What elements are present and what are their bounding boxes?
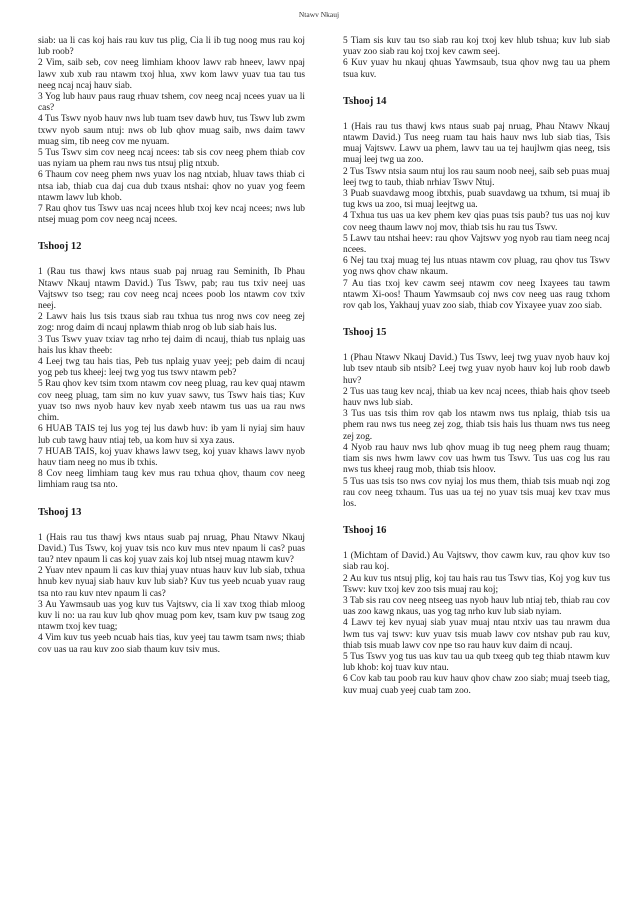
verse-paragraph: 2 Vim, saib seb, cov neeg limhiam khoov lawv rab hneev, lawv npaj lawv xub xub rau ntawm txoj hlua, xwv kom lawv yuav tua tau tus neeg ncaj ncaj hauv siab. bbox=[38, 58, 305, 91]
verse-paragraph: 4 Txhua tus uas ua kev phem kev qias puas tsis paub? tus uas noj kuv cov neeg thaum lawv noj mov, thiab tsis hu rau tus Tswv. bbox=[343, 211, 610, 233]
verse-paragraph: 6 Thaum cov neeg phem nws yuav los nag ntxiab, hluav taws thiab ci ntsa iab, thiab cua daj cua dub txaus ntshai: qhov no yuav yog feem ntawm lawv lub khob. bbox=[38, 170, 305, 203]
verse-paragraph: 1 (Hais rau tus thawj kws ntaus suab paj nruag, Phau Ntawv Nkauj ntawm David.) Tus neeg ruam tau hais hauv nws lub siab tias, Tsis muaj Vajtswv. Lawv ua phem, lawv tau ua tej haujlwm qias neeg, tsis muaj leej twg ua zoo. bbox=[343, 121, 610, 166]
verse-paragraph: 2 Tus uas taug kev ncaj, thiab ua kev ncaj ncees, thiab hais qhov tseeb hauv nws lub siab. bbox=[343, 386, 610, 409]
verse-paragraph: 1 (Michtam of David.) Au Vajtswv, thov cawm kuv, rau qhov kuv tso siab rau koj. bbox=[343, 551, 610, 573]
verse-paragraph: 3 Puab suavdawg moog ibtxhis, puab suavdawg ua txhum, tsi muaj ib tug kws ua zoo, tsi muaj leejtwg ua. bbox=[343, 189, 610, 211]
verse-paragraph: 5 Tiam sis kuv tau tso siab rau koj txoj kev hlub tshua; kuv lub siab yuav zoo siab rau koj txoj kev cawm seej. bbox=[343, 36, 610, 58]
verse-paragraph: 3 Au Yawmsaub uas yog kuv tus Vajtswv, cia li xav txog thiab mloog kuv li no: ua rau kuv lub qhov muag pom kev, tsam kuv pw tsaug zog ntawm txoj kev tuag; bbox=[38, 599, 305, 633]
verse-paragraph: 5 Tus Tswv yog tus uas kuv tau ua qub txeeg qub teg thiab ntawm kuv lub khob: koj tuav kuv ntau. bbox=[343, 651, 610, 674]
chapter-heading: Tshooj 13 bbox=[38, 506, 82, 518]
verse-paragraph: 3 Tab sis rau cov neeg ntseeg uas nyob hauv lub ntiaj teb, thiab rau cov uas zoo kawg nkaus, uas yog tag nrho kuv lub siab nyiam. bbox=[343, 595, 610, 618]
verse-paragraph: 4 Tus Tswv nyob hauv nws lub tuam tsev dawb huv, tus Tswv lub zwm txwv nyob saum ntuj: nws ob lub qhov muag saib, nws daim tawv muag sim, tib neeg cov me nyuam. bbox=[38, 114, 305, 147]
two-column-body bbox=[38, 36, 610, 697]
verse-paragraph: 6 Cov kab tau poob rau kuv hauv qhov chaw zoo siab; muaj tseeb tiag, kuv muaj cuab yeej cuab tam zoo. bbox=[343, 674, 610, 696]
verse-paragraph: 8 Cov neeg limhiam taug kev mus rau txhua qhov, thaum cov neeg limhiam raug tsa nto. bbox=[38, 469, 305, 491]
verse-paragraph: 5 Rau qhov kev tsim txom ntawm cov neeg pluag, rau kev quaj ntawm cov neeg pluag, tam sim no kuv yuav sawv, tus Tswv hais tias; Kuv yuav tso nws nyob hauv kev nyab xeeb ntawm tus uas ua rau nws chim. bbox=[38, 379, 305, 424]
verse-paragraph: 6 Kuv yuav hu nkauj qhuas Yawmsaub, tsua qhov nwg tau ua phem tsua kuv. bbox=[343, 58, 610, 80]
verse-paragraph: 7 Rau qhov tus Tswv uas ncaj ncees hlub txoj kev ncaj ncees; nws lub ntsej muag pom cov neeg ncaj ncees. bbox=[38, 204, 305, 226]
verse-paragraph: 1 (Rau tus thawj kws ntaus suab paj nruag rau Seminith, Ib Phau Ntawv Nkauj ntawm David.) Tus Tswv, pab; rau tus txiv neej uas Vajtswv tso tseg; rau cov neeg ncaj ncees poob los ntawm cov txiv neej. bbox=[38, 267, 305, 312]
verse-paragraph: 1 (Hais rau tus thawj kws ntaus suab paj nruag, Phau Ntawv Nkauj David.) Tus Tswv, koj yuav tsis nco kuv mus ntev npaum li cas? puas tau? ntev npaum li cas koj yuav zais koj lub ntsej muag ntawm kuv? bbox=[38, 532, 305, 565]
verse-paragraph: 7 Au tias txoj kev cawm seej ntawm cov neeg Ixayees tau tawm ntawm Xi-oos! Thaum Yawmsaub coj nws cov neeg uas raug txhom rov qab los, Yakhauj yuav zoo siab, thiab cov Yixayee yuav zoo siab. bbox=[343, 278, 610, 312]
verse-paragraph: 6 HUAB TAIS tej lus yog tej lus dawb huv: ib yam li nyiaj sim hauv lub cub tawg hauv ntiaj teb, ua kom huv si xya zaus. bbox=[38, 424, 305, 446]
verse-paragraph: 4 Nyob rau hauv nws lub qhov muag ib tug neeg phem raug thuam; tiam sis nws hwm lawv cov uas hwm tus Tswv. Tus uas cog lus rau nws tus kheej raug mob, thiab tsis hloov. bbox=[343, 442, 610, 476]
left-column bbox=[38, 36, 305, 697]
chapter-heading: Tshooj 15 bbox=[343, 327, 387, 339]
verse-paragraph: 6 Nej tau txaj muag tej lus ntuas ntawm cov pluag, rau qhov tus Tswv yog nws qhov chaw nkaum. bbox=[343, 256, 610, 278]
right-column bbox=[343, 36, 610, 697]
verse-paragraph: 5 Lawv tau ntshai heev: rau qhov Vajtswv yog nyob rau tiam neeg ncaj ncees. bbox=[343, 233, 610, 256]
verse-paragraph: 2 Tus Tswv ntsia saum ntuj los rau saum noob neej, saib seb puas muaj leej twg to taub, thiab nrhiav Tswv Ntuj. bbox=[343, 166, 610, 188]
verse-paragraph: 7 HUAB TAIS, koj yuav khaws lawv tseg, koj yuav khaws lawv nyob hauv tiam neeg no mus ib txhis. bbox=[38, 446, 305, 468]
verse-paragraph: 3 Tus Tswv yuav txiav tag nrho tej daim di ncauj, thiab tus nplaig uas hais lus khav theeb: bbox=[38, 334, 305, 356]
verse-paragraph: 5 Tus Tswv sim cov neeg ncaj ncees: tab sis cov neeg phem thiab cov uas nyiam ua phem rau nws tus ntsuj plig ntxub. bbox=[38, 148, 305, 170]
verse-paragraph: siab: ua li cas koj hais rau kuv tus plig, Cia li ib tug noog mus rau koj lub roob? bbox=[38, 36, 305, 58]
verse-paragraph: 5 Tus uas tsis tso nws cov nyiaj los mus them, thiab tsis muab nqi zog rau cov neeg txhaum. Tus uas ua tej no yuav tsis muaj kev txav mus los. bbox=[343, 476, 610, 509]
chapter-heading: Tshooj 12 bbox=[38, 241, 82, 253]
running-header: Ntawv Nkauj bbox=[298, 10, 340, 19]
verse-paragraph: 1 (Phau Ntawv Nkauj David.) Tus Tswv, leej twg yuav nyob hauv koj lub tsev ntaub sib ntsib? Leej twg yuav nyob hauv koj lub roob dawb huv? bbox=[343, 353, 610, 386]
verse-paragraph: 4 Vim kuv tus yeeb ncuab hais tias, kuv yeej tau tawm tsam nws; thiab cov uas ua rau kuv zoo siab thaum kuv tsiv mus. bbox=[38, 633, 305, 655]
verse-paragraph: 2 Lawv hais lus tsis txaus siab rau txhua tus nrog nws cov neeg zej zog: nrog daim di ncauj nplawm thiab nrog ob lub siab hais lus. bbox=[38, 312, 305, 334]
chapter-heading: Tshooj 16 bbox=[343, 525, 387, 537]
chapter-heading: Tshooj 14 bbox=[343, 95, 387, 107]
verse-paragraph: 3 Yog lub hauv paus raug rhuav tshem, cov neeg ncaj ncees yuav ua li cas? bbox=[38, 92, 305, 114]
verse-paragraph: 2 Yuav ntev npaum li cas kuv thiaj yuav ntuas hauv kuv lub siab, txhua hnub kev nyuaj siab hauv kuv lub siab? Kuv tus yeeb ncuab yuav raug tsa nto rau kuv ntev npaum li cas? bbox=[38, 566, 305, 599]
verse-paragraph: 2 Au kuv tus ntsuj plig, koj tau hais rau tus Tswv tias, Koj yog kuv tus Tswv: kuv txoj kev zoo tsis muaj rau koj; bbox=[343, 573, 610, 595]
verse-paragraph: 4 Leej twg tau hais tias, Peb tus nplaig yuav yeej; peb daim di ncauj yog peb tus kheej: leej twg yog tus tswv ntawm peb? bbox=[38, 357, 305, 379]
verse-paragraph: 4 Lawv tej kev nyuaj siab yuav muaj ntau ntxiv uas tau nrawm dua lwm tus vaj tswv: kuv yuav tsis muab lawv cov ntshav pub rau kuv, thiab tsis muab lawv cov npe tso rau hauv kuv daim di ncauj. bbox=[343, 618, 610, 651]
verse-paragraph: 3 Tus uas tsis thim rov qab los ntawm nws tus nplaig, thiab tsis ua phem rau nws tus neeg zej zog, thiab tsis hais lus thuam nws tus neeg zej zog. bbox=[343, 409, 610, 442]
